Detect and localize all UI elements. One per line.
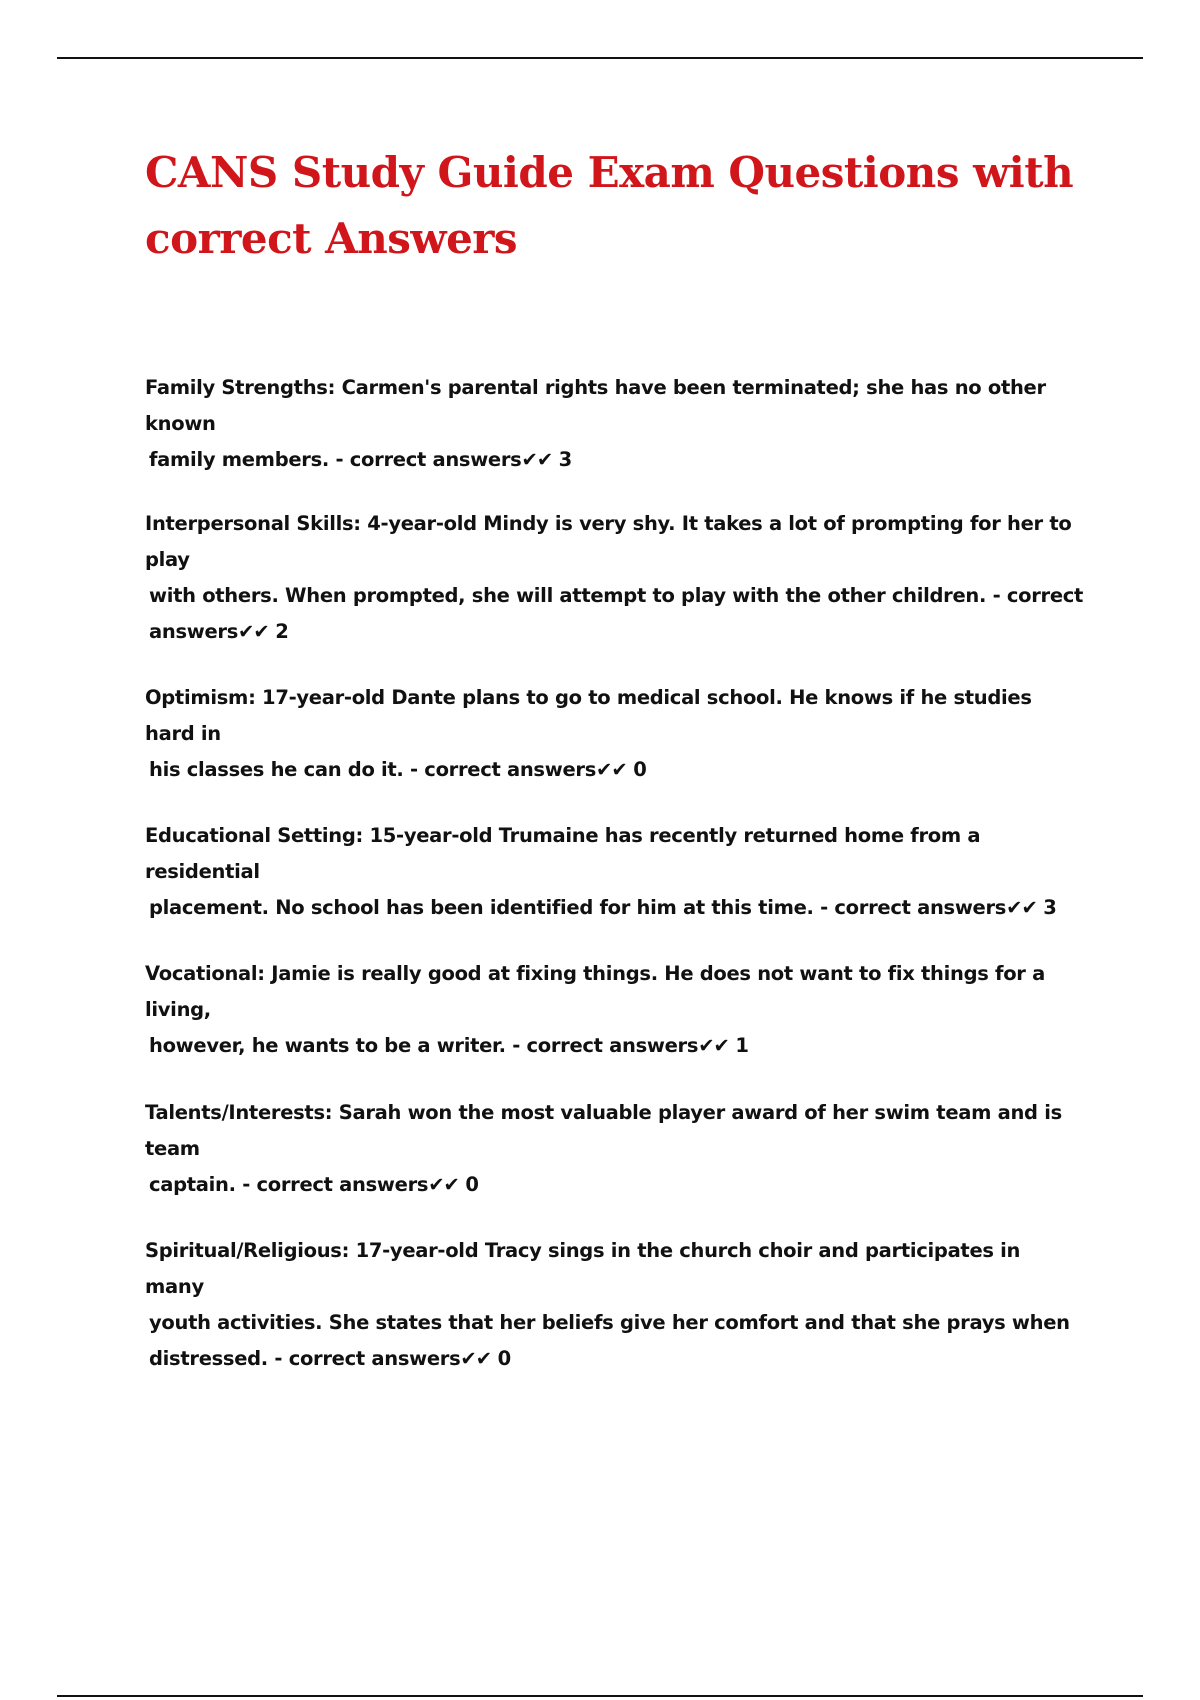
check-mark-icon: ✔✔ xyxy=(521,448,553,471)
qa-question-line: his classes he can do it. - correct answers✔✔ 0 xyxy=(149,758,647,781)
qa-question-line: Interpersonal Skills: 4-year-old Mindy is very shy. It takes a lot of prompting for her to play xyxy=(145,512,1072,571)
check-mark-icon: ✔✔ xyxy=(428,1173,459,1196)
qa-item-interpersonal-skills xyxy=(145,506,1085,650)
qa-question-line: distressed. - correct answers✔✔ 0 xyxy=(149,1347,511,1370)
qa-question-line: answers✔✔ 2 xyxy=(149,620,289,643)
qa-answer: 0 xyxy=(458,1173,479,1196)
qa-question-line: with others. When prompted, she will attempt to play with the other children. - correct xyxy=(149,584,1084,607)
qa-answer: 0 xyxy=(491,1347,511,1370)
qa-item-educational-setting xyxy=(145,818,1085,926)
qa-question-line: captain. - correct answers✔✔ 0 xyxy=(149,1173,479,1196)
check-mark-icon: ✔✔ xyxy=(1006,896,1037,919)
document-title xyxy=(145,140,1085,272)
qa-answer: 1 xyxy=(728,1034,749,1057)
check-mark-icon: ✔✔ xyxy=(698,1034,729,1057)
top-rule xyxy=(57,57,1143,59)
qa-question-line: placement. No school has been identified for him at this time. - correct answers✔✔ 3 xyxy=(149,896,1057,919)
qa-answer: 3 xyxy=(552,448,572,471)
qa-answer: 2 xyxy=(268,620,289,643)
qa-question-line: Educational Setting: 15-year-old Trumaine has recently returned home from a residential xyxy=(145,824,981,883)
qa-question-line: Talents/Interests: Sarah won the most valuable player award of her swim team and is team xyxy=(145,1101,1062,1160)
qa-question-line: Spiritual/Religious: 17-year-old Tracy sings in the church choir and participates in many xyxy=(145,1239,1021,1298)
check-mark-icon: ✔✔ xyxy=(238,620,269,643)
bottom-rule xyxy=(57,1695,1143,1697)
qa-question-line: family members. - correct answers✔✔ 3 xyxy=(149,448,572,471)
qa-answer: 3 xyxy=(1036,896,1057,919)
qa-question-line: youth activities. She states that her beliefs give her comfort and that she prays when xyxy=(149,1311,1070,1334)
qa-question-line: however, he wants to be a writer. - correct answers✔✔ 1 xyxy=(149,1034,749,1057)
qa-item-family-strengths xyxy=(145,370,1085,478)
title-line-1: CANS Study Guide Exam Questions with xyxy=(145,148,1074,197)
title-line-2: correct Answers xyxy=(145,214,518,263)
qa-question-line: Vocational: Jamie is really good at fixing things. He does not want to fix things for a living, xyxy=(145,962,1045,1021)
qa-answer: 0 xyxy=(626,758,647,781)
qa-item-optimism xyxy=(145,680,1085,788)
check-mark-icon: ✔✔ xyxy=(596,758,627,781)
check-mark-icon: ✔✔ xyxy=(460,1347,492,1370)
qa-question-line: Optimism: 17-year-old Dante plans to go to medical school. He knows if he studies hard in xyxy=(145,686,1032,745)
qa-item-spiritual-religious xyxy=(145,1233,1085,1377)
qa-item-talents-interests xyxy=(145,1095,1085,1203)
qa-question-line: Family Strengths: Carmen's parental rights have been terminated; she has no other known xyxy=(145,376,1046,435)
qa-item-vocational xyxy=(145,956,1085,1064)
